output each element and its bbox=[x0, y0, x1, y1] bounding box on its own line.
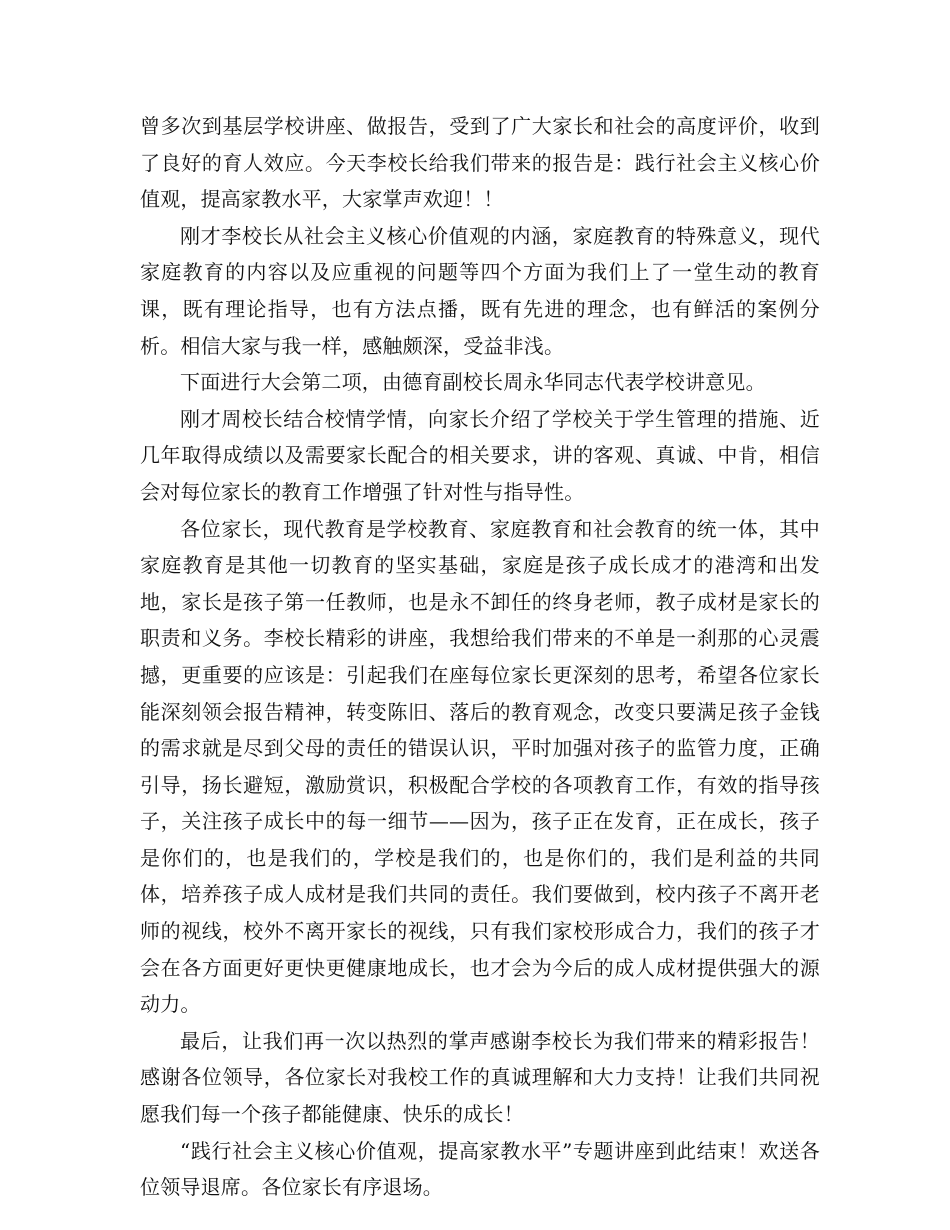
paragraph-parents-address: 各位家长，现代教育是学校教育、家庭教育和社会教育的统一体，其中家庭教育是其他一切教育的坚实基础，家庭是孩子成长成才的港湾和出发地，家长是孩子第一任教师，也是永不卸任的终身老师，教子成材是家长的职责和义务。李校长精彩的讲座，我想给我们带来的不单是一刹那的心灵震撼，更重要的应该是：引起我们在座每位家长更深刻的思考，希望各位家长能深刻领会报告精神，转变陈旧、落后的教育观念，改变只要满足孩子金钱的需求就是尽到父母的责任的错误认识，平时加强对孩子的监管力度，正确引导，扬长避短，激励赏识，积极配合学校的各项教育工作，有效的指导孩子，关注孩子成长中的每一细节——因为，孩子正在发育，正在成长，孩子是你们的，也是我们的，学校是我们的，也是你们的，我们是利益的共同体，培养孩子成人成材是我们共同的责任。我们要做到，校内孩子不离开老师的视线，校外不离开家长的视线，只有我们家校形成合力，我们的孩子才会在各方面更好更快更健康地成长，也才会为今后的成人成材提供强大的源动力。 bbox=[140, 516, 820, 1017]
paragraph-closing: “践行社会主义核心价值观，提高家教水平”专题讲座到此结束！欢送各位领导退席。各位家长有序退场。 bbox=[140, 1138, 820, 1200]
paragraph-second-item: 下面进行大会第二项，由德育副校长周永华同志代表学校讲意见。 bbox=[180, 370, 766, 395]
paragraph-lecture-summary: 刚才李校长从社会主义核心价值观的内涵，家庭教育的特殊意义，现代家庭教育的内容以及应重视的问题等四个方面为我们上了一堂生动的教育课，既有理论指导，也有方法点播，既有先进的理念，也有鲜活的案例分析。相信大家与我一样，感触颇深，受益非浅。 bbox=[140, 223, 820, 358]
document-body bbox=[140, 108, 820, 1206]
paragraph-thanks: 最后，让我们再一次以热烈的掌声感谢李校长为我们带来的精彩报告！感谢各位领导，各位家长对我校工作的真诚理解和大力支持！让我们共同祝愿我们每一个孩子都能健康、快乐的成长！ bbox=[140, 1028, 820, 1127]
paragraph-zhou-summary: 刚才周校长结合校情学情，向家长介绍了学校关于学生管理的措施、近几年取得成绩以及需要家长配合的相关要求，讲的客观、真诚、中肯，相信会对每位家长的教育工作增强了针对性与指导性。 bbox=[140, 406, 820, 504]
paragraph-continuation: 曾多次到基层学校讲座、做报告，受到了广大家长和社会的高度评价，收到了良好的育人效应。今天李校长给我们带来的报告是：践行社会主义核心价值观，提高家教水平，大家掌声欢迎！！ bbox=[140, 114, 820, 212]
